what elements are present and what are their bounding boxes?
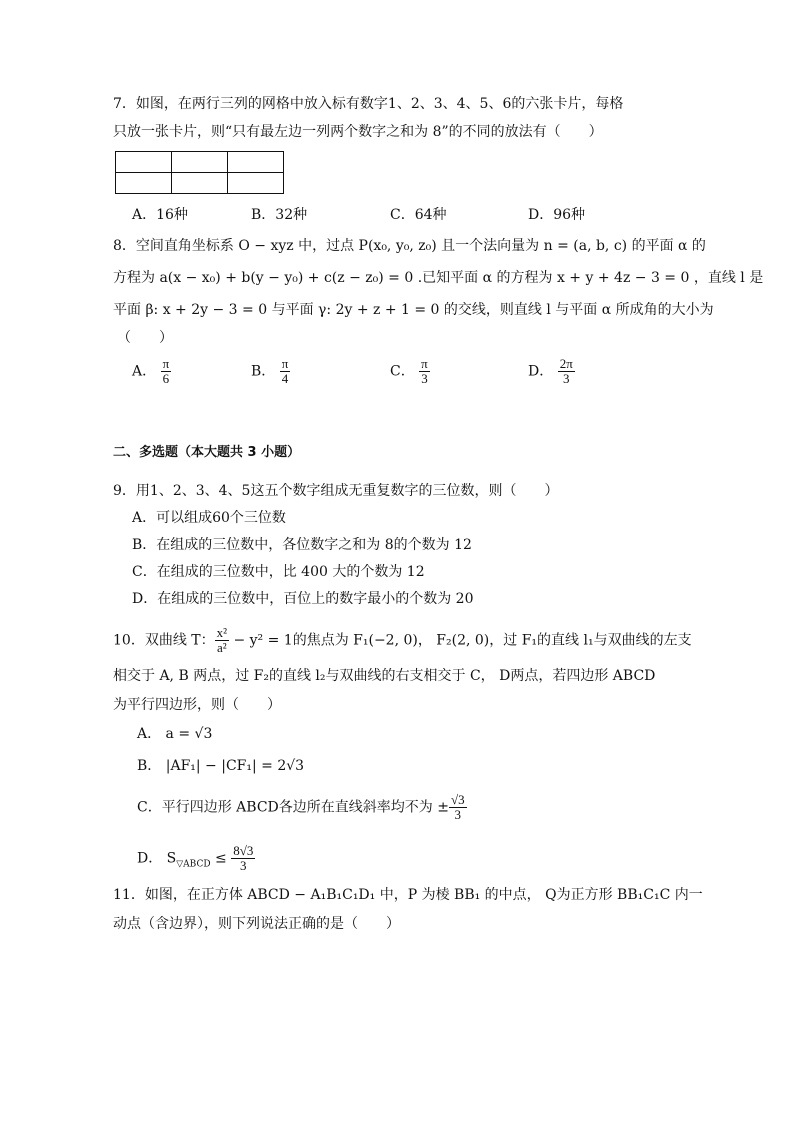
- q10-option-a: A． a = √3: [137, 726, 213, 742]
- fraction-numerator: π: [281, 356, 289, 371]
- q11-line-2: 动点（含边界），则下列说法正确的是（ ）: [113, 916, 400, 932]
- grid-cell: [228, 173, 284, 194]
- q10-line-3: 为平行四边形，则（ ）: [113, 697, 281, 713]
- grid-cell: [172, 152, 228, 173]
- fraction-denominator: 4: [281, 371, 289, 386]
- q10-option-b: B． |AF₁| − |CF₁| = 2√3: [137, 758, 305, 774]
- q7-line-1: 7．如图，在两行三列的网格中放入标有数字1、2、3、4、5、6的六张卡片，每格: [113, 96, 624, 112]
- grid-cell: [172, 173, 228, 194]
- q9-option-c: C．在组成的三位数中，比 400 大的个数为 12: [132, 564, 425, 580]
- q8-option-c: [390, 357, 430, 386]
- q8-option-d: [528, 357, 575, 386]
- fraction-denominator: 3: [562, 371, 570, 386]
- q8-option-a-fraction: [161, 357, 172, 386]
- q8-line-3: 平面 β: x + 2y − 3 = 0 与平面 γ: 2y + z + 1 = 0 的交线，则直线 l 与平面 α 所成角的大小为: [113, 302, 714, 318]
- q7-option-a: A．16种: [132, 207, 188, 223]
- q9-stem: 9．用1、2、3、4、5这五个数字组成无重复数字的三位数，则（ ）: [113, 483, 559, 499]
- q7-option-b: B．32种: [251, 207, 308, 223]
- q10-option-d-fraction: [231, 844, 255, 873]
- fraction-numerator: √3: [450, 792, 465, 807]
- grid-cell: [116, 173, 172, 194]
- q10-option-c: [137, 793, 467, 822]
- q10-option-d-text: D． S: [137, 850, 177, 867]
- q8-option-d-label: D．: [528, 363, 554, 380]
- fraction-numerator: 2π: [559, 356, 573, 371]
- q7-line-2: 只放一张卡片，则“只有最左边一列两个数字之和为 8”的不同的放法有（ ）: [113, 124, 603, 140]
- fraction-numerator: π: [421, 356, 428, 371]
- fraction-numerator: 8√3: [233, 843, 254, 858]
- q8-line-1: 8．空间直角坐标系 O − xyz 中，过点 P(x₀, y₀, z₀) 且一个法向量为 n = (a, b, c) 的平面 α 的: [113, 238, 706, 254]
- q11-line-1: 11．如图，在正方体 ABCD − A₁B₁C₁D₁ 中，P 为棱 BB₁ 的中点， Q为正方形 BB₁C₁C 内一: [113, 887, 703, 903]
- q10-line-1-prefix: 10．双曲线 T：: [113, 632, 215, 649]
- grid-cell: [116, 152, 172, 173]
- fraction-denominator: 3: [240, 858, 247, 873]
- q8-option-a-label: A．: [132, 363, 157, 380]
- q9-option-b: B．在组成的三位数中，各位数字之和为 8的个数为 12: [132, 537, 472, 553]
- section-heading: 二、多选题（本大题共 3 小题）: [113, 445, 301, 460]
- q8-option-b-fraction: [280, 357, 291, 386]
- q8-line-2: 方程为 a(x − x₀) + b(y − y₀) + c(z − z₀) = 0 .已知平面 α 的方程为 x + y + 4z − 3 = 0 ，直线 l 是: [113, 270, 764, 286]
- q8-option-b: [251, 357, 290, 386]
- q7-card-grid: [115, 151, 284, 194]
- q10-option-c-fraction: [449, 793, 467, 822]
- q8-option-a: [132, 357, 171, 386]
- q8-option-d-fraction: [558, 357, 575, 386]
- q9-option-d: D．在组成的三位数中，百位上的数字最小的个数为 20: [132, 591, 474, 607]
- q10-hyperbola-fraction: [215, 626, 229, 655]
- fraction-denominator: a²: [216, 640, 227, 655]
- fraction-denominator: 3: [421, 371, 428, 386]
- area-subscript: ▽ABCD: [176, 859, 211, 870]
- q7-option-c: C．64种: [390, 207, 447, 223]
- q10-line-2: 相交于 A, B 两点，过 F₂的直线 l₂与双曲线的右支相交于 C， D两点，若四边形 ABCD: [113, 668, 656, 684]
- fraction-numerator: x²: [216, 625, 228, 640]
- q8-option-c-fraction: [419, 357, 430, 386]
- q8-line-4: （ ）: [117, 330, 173, 346]
- q10-line-1: [113, 626, 692, 655]
- grid-cell: [228, 152, 284, 173]
- q10-option-c-text: C．平行四边形 ABCD各边所在直线斜率均不为 ±: [137, 799, 449, 816]
- q10-option-d: [137, 844, 255, 874]
- fraction-denominator: 3: [454, 807, 461, 822]
- q7-option-d: D．96种: [528, 207, 586, 223]
- q8-option-c-label: C．: [390, 363, 415, 380]
- q8-option-b-label: B．: [251, 363, 276, 380]
- fraction-denominator: 6: [162, 371, 170, 386]
- less-equal-sign: ≤: [210, 850, 232, 867]
- q9-option-a: A．可以组成60个三位数: [132, 510, 286, 526]
- q10-line-1-suffix: − y² = 1的焦点为 F₁(−2, 0)， F₂(2, 0)，过 F₁的直线 l₁与双曲线的左支: [229, 632, 692, 649]
- fraction-numerator: π: [162, 356, 170, 371]
